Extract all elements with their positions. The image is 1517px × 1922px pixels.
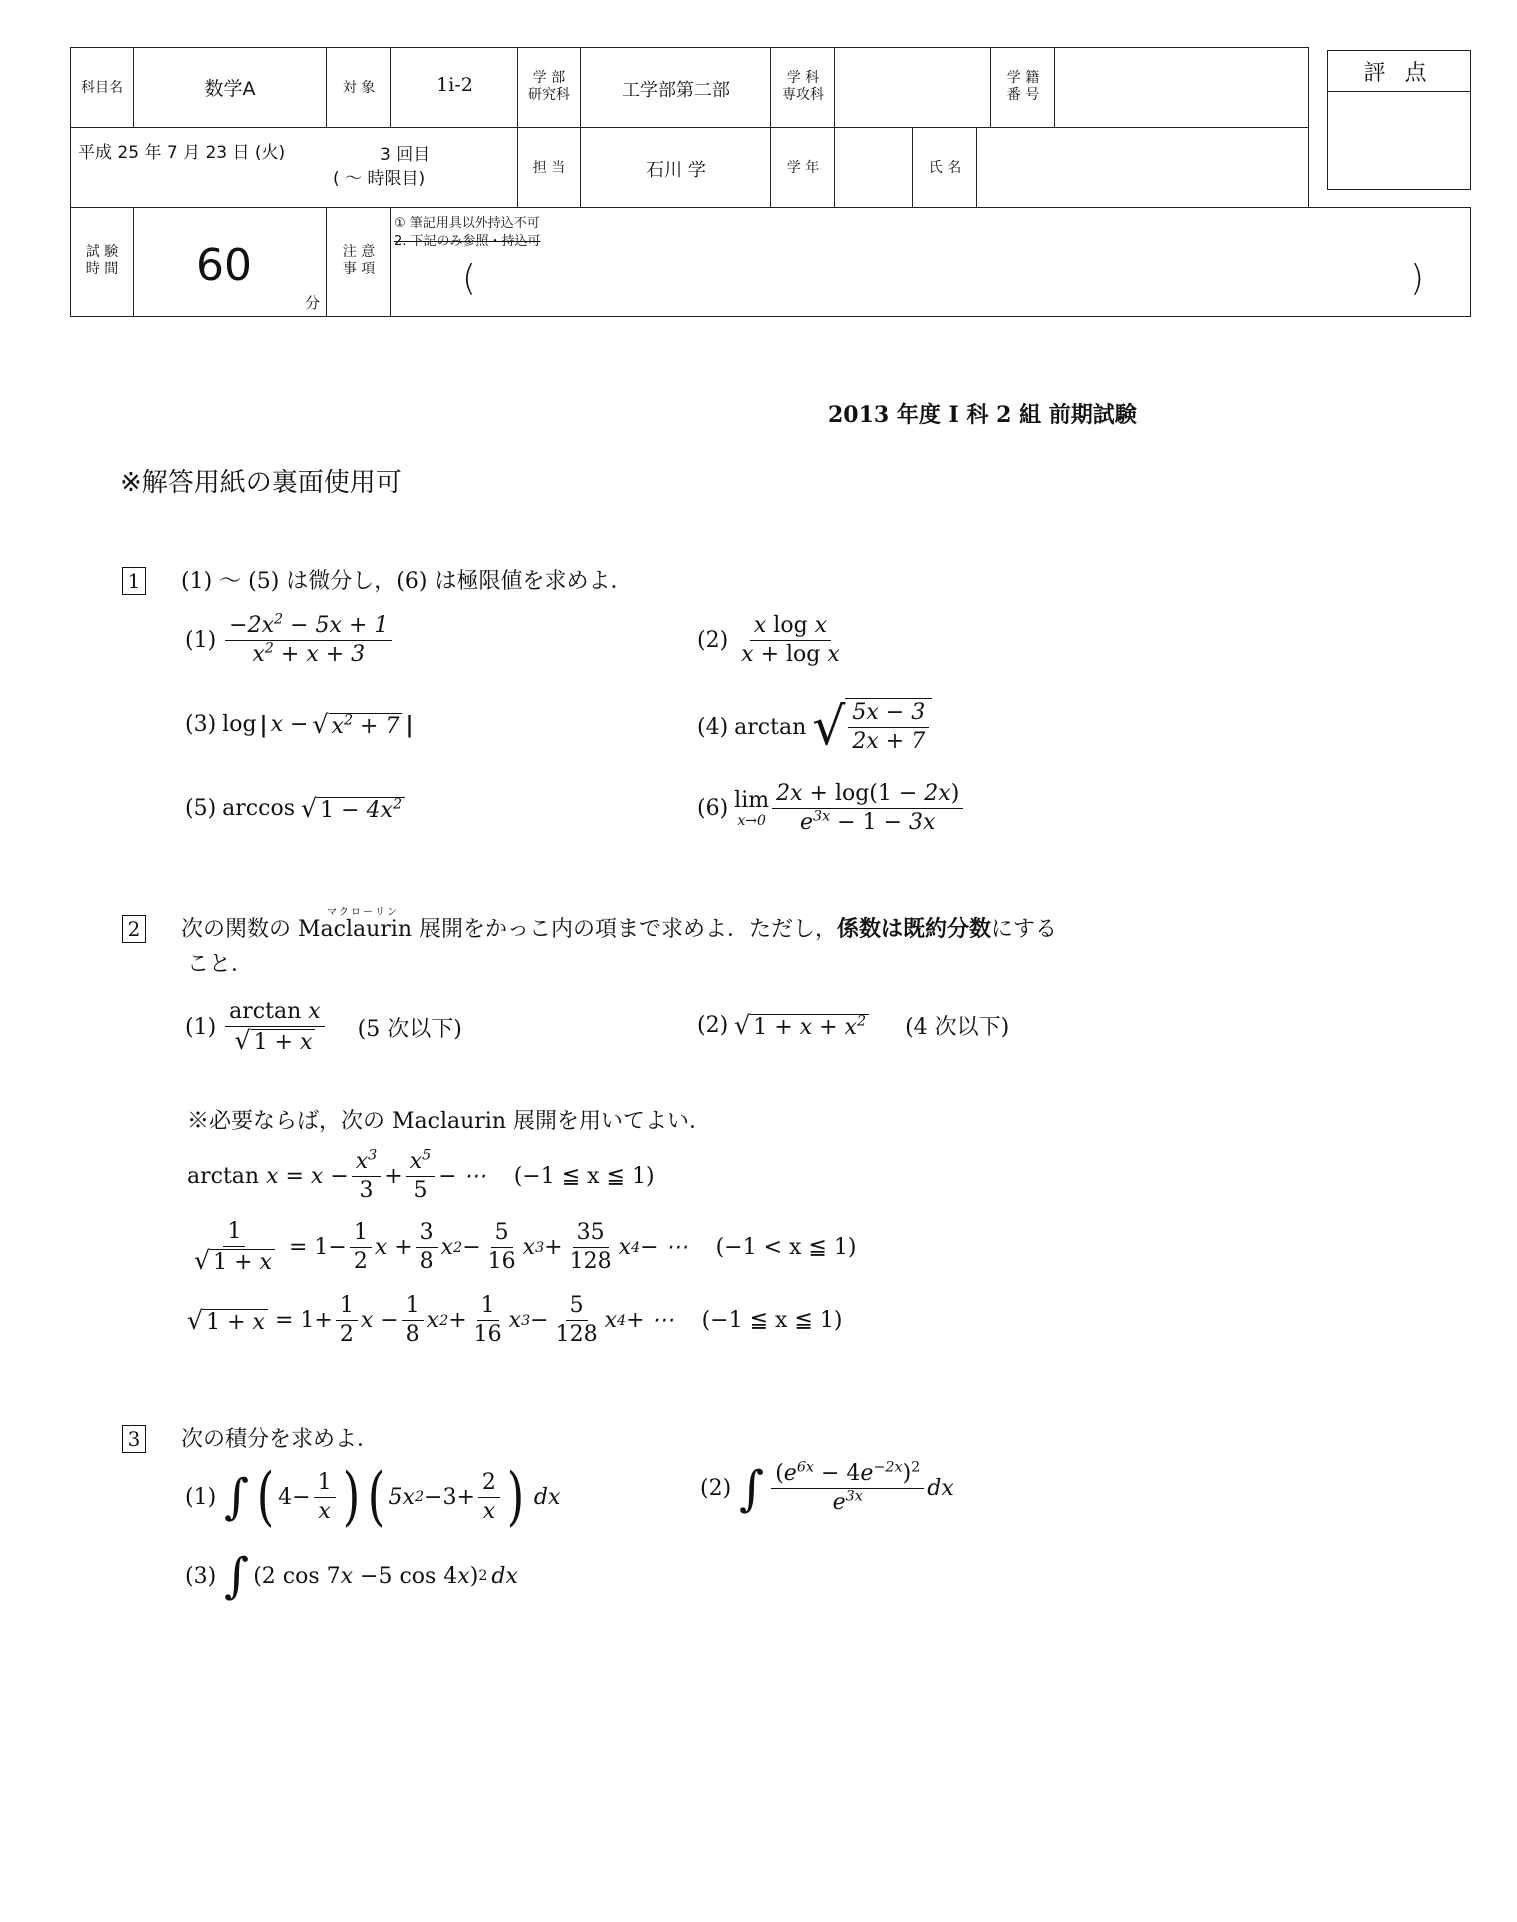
teacher-label: 担 当 <box>532 160 566 176</box>
subject-value: 数学A <box>204 78 256 100</box>
problem-3-instruction: 次の積分を求めよ． <box>181 1427 380 1452</box>
problem-1-header <box>122 567 632 597</box>
subject-label: 科目名 <box>81 80 123 96</box>
p2-item-1: (1) $\frac{\text{arctan x}}{√ 1 + x}$ (5 次以下) <box>185 999 462 1055</box>
p3-item-2: (2) ∫ $\frac{(e^{6x} - 4e^{-2x})^2}{e^{3x}}$ dx <box>700 1459 954 1517</box>
dept-label: 学 科 専攻科 <box>782 70 824 103</box>
grade-label: 学 年 <box>786 160 820 176</box>
p1-item-5: (5) arccos √ $1 - 4x^2$ <box>185 794 405 823</box>
score-label: 評 点 <box>1363 61 1433 86</box>
problem-2-number: 2 <box>122 915 146 943</box>
p3-item-1: (1) ∫ ( 4 − $\frac{1}{x}$ ) ( 5x 2 − 3 + $\frac{2}{x}$ ) dx <box>185 1460 561 1534</box>
p2-formula-sqrt: √ 1 + x = 1 + $\frac{1}{2}$ x − $\frac{1}{8}$ x 2 + $\frac{1}{16}$ x 3 − $\frac{5}{128}$ x 4 + ⋯ (−1 ≦ x ≦ 1) <box>187 1293 843 1347</box>
p1-item-1: (1) $\frac{-2x^2 - 5x + 1}{x^2 + x + 3}$ <box>185 612 395 669</box>
problem-2-instruction-2: にする <box>991 917 1058 942</box>
p2-item-2: (2) √ $1 + x + x^2$ (4 次以下) <box>697 1011 1010 1040</box>
exam-time-unit: 分 <box>305 294 321 312</box>
problem-1-instruction: (1) 〜 (5) は微分し，(6) は極限値を求めよ． <box>181 569 633 594</box>
teacher-value: 石川 学 <box>646 160 706 181</box>
exam-date: 平成 25 年 7 月 23 日 (火) <box>78 143 286 163</box>
note-paren-open: ( <box>462 258 477 299</box>
target-label: 対 象 <box>342 80 376 96</box>
p2-formula-arctan: arctan x = x − $\frac{x^3}{3}$ + $\frac{x^5}{5}$ − ⋯ (−1 ≦ x ≦ 1) <box>187 1147 655 1203</box>
p2-hint: ※必要ならば，次の Maclaurin 展開を用いてよい． <box>187 1109 711 1134</box>
problem-2-header <box>122 914 1057 945</box>
target-value: 1i-2 <box>436 74 473 96</box>
note-2: 2. 下記のみ参照・持込可 <box>394 234 541 249</box>
notes-label: 注 意 事 項 <box>342 244 376 277</box>
p1-item-6: (6) lim x→0 $\frac{2x + \log(1 - 2x)}{e^{3x} - 1 - 3x}$ <box>697 780 966 837</box>
p2-formula-inv-sqrt: $\frac{1}{√ 1 + x}$ = 1 − $\frac{1}{2}$ x + $\frac{3}{8}$ x 2 − $\frac{5}{16}$ x 3 + $\frac{35}{128}$ x 4 − ⋯ (−1 < x ≦ 1) <box>194 1219 857 1275</box>
problem-1-number: 1 <box>122 567 146 595</box>
p2-item-1-note: (5 次以下) <box>357 1017 462 1042</box>
faculty-value: 工学部第二部 <box>622 80 730 101</box>
faculty-label: 学 部 研究科 <box>528 70 570 103</box>
note-1: ① 筆記用具以外持込不可 <box>394 216 540 231</box>
problem-2-instruction-3: こと． <box>187 952 254 977</box>
period-1: 3 回目 <box>380 145 431 165</box>
p1-item-2: (2) $\frac{\text{x log x}}{\text{x + log x}}$ <box>697 613 840 667</box>
note-paren-close: ) <box>1410 258 1425 299</box>
student-no-label: 学 籍 番 号 <box>1006 70 1040 103</box>
problem-3-number: 3 <box>122 1425 146 1453</box>
name-label: 氏 名 <box>928 160 962 176</box>
period-2: ( 〜 時限目) <box>333 169 426 189</box>
p1-item-4: (4) arctan √ $\frac{5x - 3}{2x + 7}$ <box>697 697 932 757</box>
p3-item-3: (3) ∫ (2 cos 7 x − 5 cos 4 x ) 2 dx <box>185 1548 518 1604</box>
exam-time-label: 試 験 時 間 <box>85 244 119 277</box>
problem-2-instruction-bold: 係数は既約分数 <box>837 916 992 942</box>
maclaurin-ruby: マクローリン <box>327 907 399 918</box>
exam-time-value: 60 <box>196 240 252 291</box>
notice: ※解答用紙の裏面使用可 <box>120 468 402 498</box>
p2-item-2-note: (4 次以下) <box>905 1015 1010 1040</box>
problem-3-header <box>122 1425 379 1455</box>
exam-title: 2013 年度 I 科 2 組 前期試験 <box>828 402 1137 428</box>
p1-item-3: (3) log | x − √ $x^2 + 7$ | <box>185 710 414 739</box>
problem-2-instruction-1: 次の関数の Maclaurin 展開をかっこ内の項まで求めよ．ただし， <box>181 917 837 942</box>
